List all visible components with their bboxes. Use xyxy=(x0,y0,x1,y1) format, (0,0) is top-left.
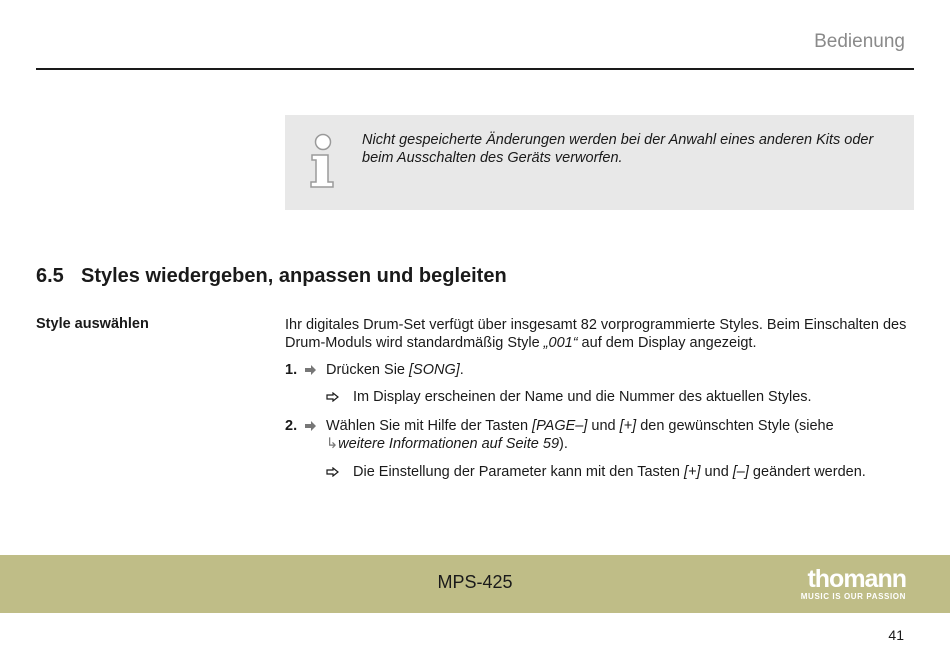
note-box xyxy=(285,115,914,210)
step-number: 1. xyxy=(285,362,298,378)
footer-band xyxy=(0,555,950,613)
brand-logo xyxy=(801,566,906,601)
footer-model: MPS-425 xyxy=(437,572,513,592)
step-text-after: . xyxy=(459,362,464,378)
step-text-mid: den gewünschten Style (siehe xyxy=(636,418,834,434)
note-text: Nicht gespeicherte Änderungen werden bei der Anwahl eines anderen Kits oder beim Ausschalten des Geräts verworfen. xyxy=(362,132,874,166)
page-minus-key: [PAGE–] xyxy=(532,418,588,434)
arrow-right-icon xyxy=(305,420,317,432)
header-title: Bedienung xyxy=(814,31,905,52)
page-reference-link[interactable]: weitere Informationen auf Seite 59 xyxy=(338,436,560,452)
step-text xyxy=(326,417,911,453)
step-text xyxy=(326,361,911,379)
style-value: „001“ xyxy=(543,335,578,351)
song-key: [SONG] xyxy=(409,362,460,378)
section-title: Styles wiedergeben, anpassen und begleiten xyxy=(81,265,507,287)
brand-name: thomann xyxy=(807,565,906,593)
result-text-after: geändert werden. xyxy=(748,464,866,480)
header-rule xyxy=(36,68,914,70)
plus-key: [+] xyxy=(619,418,637,434)
intro-text-before: Ihr digitales Drum-Set verfügt über insgesamt 82 vorprogrammierte Styles. Beim Einschalten des Drum-Moduls wird standardmäßig Style xyxy=(285,317,907,351)
info-icon xyxy=(307,133,341,189)
intro-text-after: auf dem Display angezeigt. xyxy=(577,335,757,351)
section-heading xyxy=(36,265,507,288)
side-label: Style auswählen xyxy=(36,316,149,332)
step-2 xyxy=(285,417,911,453)
step-text-after: ). xyxy=(559,436,568,452)
step-text-before: Drücken Sie xyxy=(326,362,410,378)
step-text-mid: und xyxy=(587,418,620,434)
link-arrow-icon: ↳ xyxy=(326,436,339,452)
brand-slogan: MUSIC IS OUR PASSION xyxy=(800,592,906,601)
result-arrow-icon xyxy=(326,467,340,477)
result-text: Im Display erscheinen der Name und die Nummer des aktuellen Styles. xyxy=(353,389,812,405)
result-arrow-icon xyxy=(326,392,340,402)
step-number: 2. xyxy=(285,418,298,434)
intro-paragraph xyxy=(285,316,910,352)
step-1 xyxy=(285,361,911,379)
arrow-right-icon xyxy=(305,364,317,376)
page-number: 41 xyxy=(888,627,904,643)
section-number: 6.5 xyxy=(36,265,64,287)
result-text-mid: und xyxy=(700,464,733,480)
step-text-before: Wählen Sie mit Hilfe der Tasten xyxy=(326,418,533,434)
result-text-before: Die Einstellung der Parameter kann mit den Tasten xyxy=(353,464,684,480)
result-text xyxy=(353,463,866,481)
plus-key: [+] xyxy=(684,464,701,480)
minus-key: [–] xyxy=(732,464,749,480)
